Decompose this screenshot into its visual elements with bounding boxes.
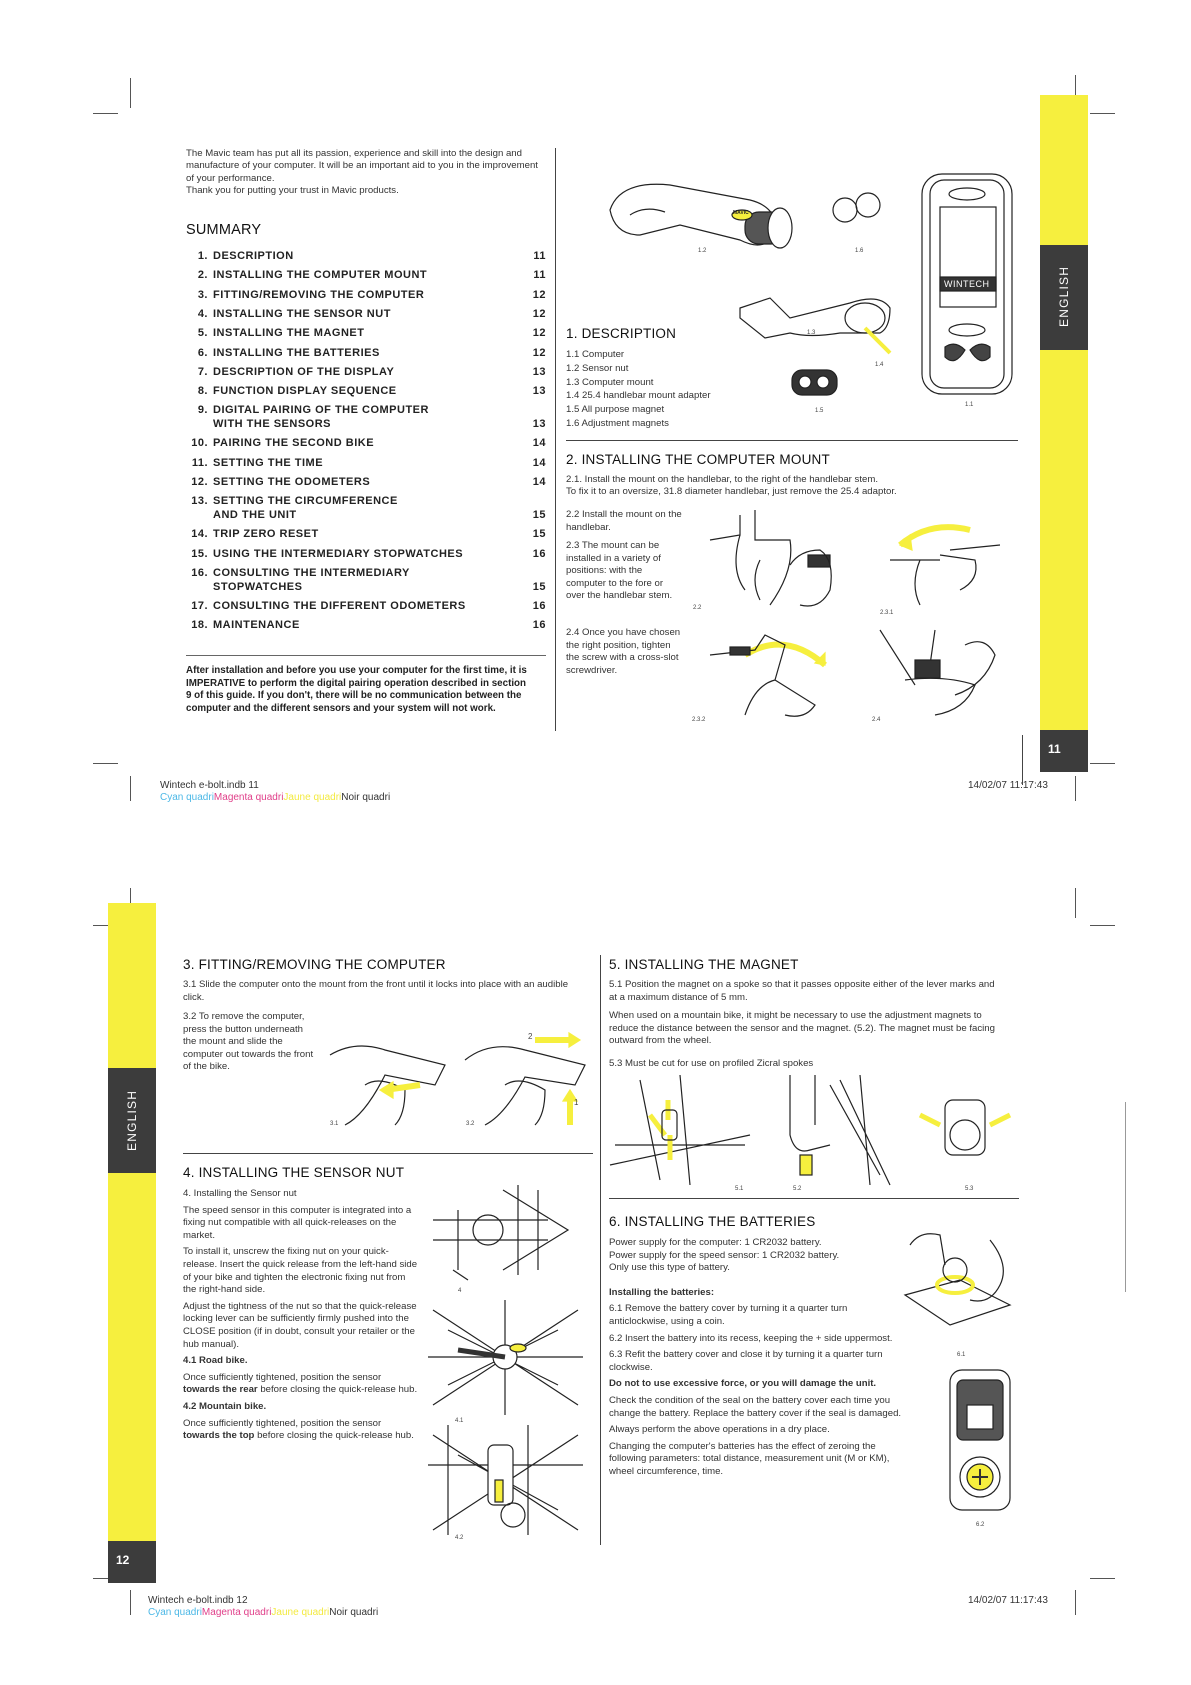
footer-colors	[160, 792, 390, 803]
magnet-cut-illustration	[915, 1095, 1015, 1175]
batteries-6-1: 6.1 Remove the battery cover by turning it a quarter turn anticlockwise, using a coin.	[609, 1303, 848, 1327]
summary-item-page: 12	[532, 288, 546, 301]
fig-caption-1-2: 1.2	[698, 248, 707, 254]
summary-item-number: 3.	[197, 288, 208, 301]
summary-item-page: 12	[532, 307, 546, 320]
section-5-title: 5. INSTALLING THE MAGNET	[609, 957, 799, 972]
crop-mark	[1075, 888, 1076, 918]
section-3-title: 3. FITTING/REMOVING THE COMPUTER	[183, 957, 446, 972]
crop-mark	[1125, 1102, 1126, 1292]
page-number: 12	[116, 1553, 130, 1567]
handlebar-adapter-illustration	[790, 365, 840, 400]
summary-item-number: 11.	[191, 456, 208, 469]
battery-compartment-illustration	[945, 1365, 1015, 1515]
color-cyan: Cyan quadri	[148, 1607, 202, 1618]
section-1-title: 1. DESCRIPTION	[566, 326, 677, 341]
summary-item-label: DESCRIPTION	[213, 250, 294, 262]
summary-item-number: 7.	[197, 365, 208, 378]
summary-item-page: 14	[532, 456, 546, 469]
summary-item-page: 11	[533, 269, 546, 282]
mtb-sensor-illustration	[428, 1425, 583, 1535]
crop-mark	[93, 763, 118, 764]
description-item: 1.4 25.4 handlebar mount adapter	[566, 390, 711, 402]
sensor-nut-illustration	[600, 170, 810, 270]
batteries-warning: Do not to use excessive force, or you will damage the unit.	[609, 1378, 877, 1390]
summary-item-page: 13	[532, 418, 546, 431]
summary-item-label: SETTING THE CIRCUMFERENCE	[213, 495, 398, 508]
summary-item-page: 15	[532, 580, 546, 593]
color-cyan: Cyan quadri	[160, 792, 214, 803]
summary-item-number: 10.	[191, 437, 208, 450]
section-4-title: 4. INSTALLING THE SENSOR NUT	[183, 1165, 405, 1180]
fig-caption-1-3: 1.3	[807, 330, 816, 336]
fig-caption-3-2: 3.2	[466, 1121, 475, 1127]
road-bike-sensor-illustration	[428, 1300, 583, 1415]
summary-item-label: DESCRIPTION OF THE DISPLAY	[213, 365, 395, 378]
mtb-title: 4.2 Mountain bike.	[183, 1400, 267, 1412]
section-2-title: 2. INSTALLING THE COMPUTER MOUNT	[566, 452, 830, 467]
side-tab-yellow	[1040, 95, 1088, 245]
fig-caption-1-4: 1.4	[875, 362, 884, 368]
summary-item-number: 9.	[197, 404, 208, 417]
section-6-title: 6. INSTALLING THE BATTERIES	[609, 1214, 816, 1229]
side-tab-yellow	[108, 1173, 156, 1541]
description-item: 1.5 All purpose magnet	[566, 404, 665, 416]
description-item: 1.3 Computer mount	[566, 376, 654, 388]
crop-mark	[1090, 113, 1115, 114]
summary-item-page: 16	[532, 599, 546, 612]
crop-mark	[1075, 776, 1076, 801]
step-3-2: 3.2 To remove the computer, press the button underneath the mount and slide the computer out towards the front of the bike.	[183, 1011, 314, 1073]
fig-caption-4-2: 4.2	[455, 1535, 464, 1541]
mount-step-2-4: 2.4 Once you have chosen the right position, tighten the screw with a cross-slot screwdriver.	[566, 627, 681, 676]
side-tab-label: ENGLISH	[1057, 265, 1071, 327]
batteries-6-2: 6.2 Insert the battery into its recess, keeping the + side uppermost.	[609, 1332, 893, 1344]
crop-line	[1022, 735, 1023, 785]
fig-caption-6-1: 6.1	[957, 1352, 966, 1358]
summary-item-label: INSTALLING THE BATTERIES	[213, 346, 380, 359]
crop-mark	[93, 113, 118, 114]
summary-item-label: TRIP ZERO RESET	[213, 528, 319, 541]
batteries-zeroing: Changing the computer's batteries has the effect of zeroing the following parameters: total distance, measurement unit (M or KM), wheel circumference, time.	[609, 1440, 890, 1477]
summary-item-label: FUNCTION DISPLAY SEQUENCE	[213, 385, 397, 398]
mount-step-2-2: 2.2 Install the mount on the handlebar.	[566, 509, 682, 533]
crop-mark	[1090, 1578, 1115, 1579]
page-number: 11	[1048, 742, 1061, 756]
summary-item-number: 5.	[197, 327, 208, 340]
summary-item-label-line2: AND THE UNIT	[213, 509, 297, 522]
fig-arrow-number-2: 2	[528, 1032, 533, 1041]
summary-item-number: 4.	[197, 307, 208, 320]
summary-item-number: 2.	[197, 269, 208, 282]
divider	[566, 440, 1018, 441]
batteries-check: Check the condition of the seal on the battery cover each time you change the battery. Replace the battery cover if the seal is damaged.	[609, 1394, 902, 1419]
summary-item-label: INSTALLING THE SENSOR NUT	[213, 307, 391, 320]
side-tab-yellow	[108, 903, 156, 1068]
summary-item-label: MAINTENANCE	[213, 619, 300, 632]
summary-item-number: 18.	[191, 619, 208, 632]
footer-colors	[148, 1607, 378, 1618]
sensor-nut-p2: To install it, unscrew the fixing nut on your quick-release. Insert the quick release from the left-hand side of your bike and tighten the electronic fixing nut from the right-hand side.	[183, 1246, 418, 1296]
fig-caption-4: 4	[458, 1288, 462, 1294]
mount-install-illustration	[700, 510, 840, 615]
device-brand: WINTECH	[944, 279, 990, 289]
magnet-spoke-illustration	[610, 1075, 750, 1185]
fig-caption-6-2: 6.2	[976, 1522, 985, 1528]
divider	[186, 655, 546, 656]
batteries-dry: Always perform the above operations in a dry place.	[609, 1424, 830, 1436]
fig-caption-5-2: 5.2	[793, 1186, 802, 1192]
quick-release-illustration	[428, 1180, 578, 1285]
mount-step-2-1: 2.1. Install the mount on the handlebar, to the right of the handlebar stem.	[566, 474, 879, 485]
color-noir: Noir quadri	[329, 1607, 379, 1618]
fig-caption-2-3-1: 2.3.1	[880, 610, 894, 616]
batteries-6-3: 6.3 Refit the battery cover and close it by turning it a quarter turn clockwise.	[609, 1349, 883, 1373]
magnet-step-5-1b: When used on a mountain bike, it might be necessary to use the adjustment magnets to reduce the distance between the sensor and the magnet. (5.2). The magnet must be facing outward from the wheel.	[609, 1010, 995, 1047]
fitting-computer-illustration	[325, 1015, 595, 1125]
fig-caption-1-1: 1.1	[965, 402, 974, 408]
summary-item-number: 8.	[197, 385, 208, 398]
summary-item-label: CONSULTING THE INTERMEDIARY	[213, 566, 410, 579]
summary-item-number: 16.	[191, 566, 208, 579]
color-jaune: Jaune quadri	[271, 1607, 330, 1618]
crop-mark	[1075, 1590, 1076, 1615]
color-magenta: Magenta quadri	[213, 792, 284, 803]
summary-item-label-line2: WITH THE SENSORS	[213, 418, 332, 431]
summary-item-label-line2: STOPWATCHES	[213, 580, 303, 593]
sensor-nut-text	[183, 1188, 418, 1447]
summary-item-label: CONSULTING THE DIFFERENT ODOMETERS	[213, 599, 466, 612]
description-item: 1.6 Adjustment magnets	[566, 417, 669, 429]
description-items	[566, 348, 766, 431]
fig-caption-5-3: 5.3	[965, 1186, 974, 1192]
crop-mark	[1090, 925, 1115, 926]
fig-caption-3-1: 3.1	[330, 1121, 339, 1127]
summary-item-page: 15	[532, 509, 546, 522]
mount-fore-illustration	[705, 625, 845, 720]
road-bike-text: Once sufficiently tightened, position the sensor towards the rear before closing the quick-release hub.	[183, 1371, 418, 1396]
sensor-nut-p1: The speed sensor in this computer is integrated into a fixing nut compatible with all quick-releases on the market.	[183, 1204, 412, 1241]
fig-caption-1-6: 1.6	[855, 248, 864, 254]
summary-item-number: 1.	[197, 250, 208, 262]
screw-tighten-illustration	[875, 625, 1015, 720]
magnet-step-5-1: 5.1 Position the magnet on a spoke so that it passes opposite either of the lever marks and at a maximum distance of 5 mm.	[609, 979, 995, 1003]
mtb-text: Once sufficiently tightened, position the sensor towards the top before closing the quick-release hub.	[183, 1417, 414, 1442]
crop-mark	[130, 776, 131, 801]
summary-item-number: 15.	[191, 547, 208, 560]
crop-mark	[130, 78, 131, 108]
summary-item-page: 12	[532, 327, 546, 340]
summary-item-page: 13	[532, 365, 546, 378]
footer-date: 14/02/07 11:17:43	[968, 1595, 1048, 1606]
crop-mark	[130, 1590, 131, 1615]
summary-item-label: DIGITAL PAIRING OF THE COMPUTER	[213, 404, 429, 417]
fig-caption-2-4: 2.4	[872, 717, 881, 723]
fig-arrow-number-1: 1	[574, 1098, 579, 1107]
fig-caption-1-5: 1.5	[815, 408, 824, 414]
mount-step-2-1b: To fix it to an oversize, 31.8 diameter handlebar, just remove the 25.4 adaptor.	[566, 486, 897, 497]
summary-item-label: SETTING THE TIME	[213, 456, 324, 469]
warning-text: After installation and before you use your computer for the first time, it is IMPERATIVE to perform the digital pairing operation described in section 9 of this guide. If you don't, there will be no communication between the computer and the different sensors and your system will not work.	[186, 665, 527, 714]
footer-date: 14/02/07 11:17:43	[968, 780, 1048, 791]
summary-title: SUMMARY	[186, 222, 262, 238]
sensor-nut-p3: Adjust the tightness of the nut so that the quick-release locking lever can be sufficiently firmly pushed into the CLOSE position (if in doubt, consult your retailer or the hub manual).	[183, 1300, 417, 1350]
summary-item-label: USING THE INTERMEDIARY STOPWATCHES	[213, 547, 464, 560]
adjustment-magnets-illustration	[830, 190, 890, 230]
fig-caption-2-2: 2.2	[693, 605, 702, 611]
summary-item-page: 14	[532, 476, 546, 488]
batteries-sub: Installing the batteries:	[609, 1286, 715, 1298]
fig-caption-4-1: 4.1	[455, 1418, 464, 1424]
description-item: 1.2 Sensor nut	[566, 362, 629, 374]
column-divider	[600, 955, 601, 1545]
divider	[609, 1198, 1019, 1199]
step-3-1: 3.1 Slide the computer onto the mount from the front until it locks into place with an audible click.	[183, 979, 569, 1003]
road-bike-title: 4.1 Road bike.	[183, 1355, 248, 1367]
crop-mark	[1090, 763, 1115, 764]
mount-position-illustration	[880, 505, 1020, 615]
summary-item-label: PAIRING THE SECOND BIKE	[213, 437, 375, 450]
batteries-p2: Power supply for the speed sensor: 1 CR2032 battery.	[609, 1249, 840, 1261]
color-magenta: Magenta quadri	[201, 1607, 272, 1618]
summary-item-label: FITTING/REMOVING THE COMPUTER	[213, 288, 425, 301]
logo-small: MAVIC	[733, 210, 749, 216]
intro-text: The Mavic team has put all its passion, experience and skill into the design and manufacture of your computer. It will be an important aid to you in the improvement of your performance. Thank you for putting your trust in Mavic products.	[186, 148, 538, 197]
summary-item-label: INSTALLING THE MAGNET	[213, 327, 365, 340]
sensor-nut-sub: 4. Installing the Sensor nut	[183, 1188, 297, 1199]
summary-item-page: 11	[533, 250, 546, 262]
footer-file: Wintech e-bolt.indb 12	[148, 1595, 248, 1606]
summary-item-page: 12	[532, 346, 546, 359]
summary-item-page: 16	[532, 547, 546, 560]
magnet-step-5-3: 5.3 Must be cut for use on profiled Zicral spokes	[609, 1058, 814, 1069]
summary-item-number: 17.	[191, 599, 208, 612]
summary-item-page: 14	[532, 437, 546, 450]
summary-list	[186, 250, 546, 640]
color-jaune: Jaune quadri	[283, 792, 342, 803]
summary-item-label: INSTALLING THE COMPUTER MOUNT	[213, 269, 428, 282]
battery-cover-coin-illustration	[900, 1225, 1020, 1335]
mount-step-2-3: 2.3 The mount can be installed in a variety of positions: with the computer to the fore or over the handlebar stem.	[566, 540, 673, 602]
side-tab-label: ENGLISH	[125, 1089, 139, 1151]
color-noir: Noir quadri	[341, 792, 391, 803]
side-tab-yellow	[1040, 350, 1088, 730]
footer-file: Wintech e-bolt.indb 11	[160, 780, 259, 791]
summary-item-page: 13	[532, 385, 546, 398]
description-item: 1.1 Computer	[566, 349, 625, 360]
summary-item-page: 15	[532, 528, 546, 541]
batteries-text	[609, 1237, 909, 1483]
summary-item-label: SETTING THE ODOMETERS	[213, 476, 371, 488]
summary-item-number: 13.	[191, 495, 208, 508]
batteries-p1: Power supply for the computer: 1 CR2032 battery.	[609, 1237, 822, 1248]
batteries-p3: Only use this type of battery.	[609, 1262, 730, 1274]
summary-item-number: 12.	[191, 476, 208, 488]
column-divider	[555, 148, 556, 731]
fig-caption-5-1: 5.1	[735, 1186, 744, 1192]
summary-item-number: 14.	[191, 528, 208, 541]
divider	[183, 1153, 593, 1154]
summary-item-page: 16	[532, 619, 546, 632]
summary-item-number: 6.	[197, 346, 208, 359]
fig-caption-2-3-2: 2.3.2	[692, 717, 706, 723]
adjustment-magnet-illustration	[770, 1075, 900, 1185]
